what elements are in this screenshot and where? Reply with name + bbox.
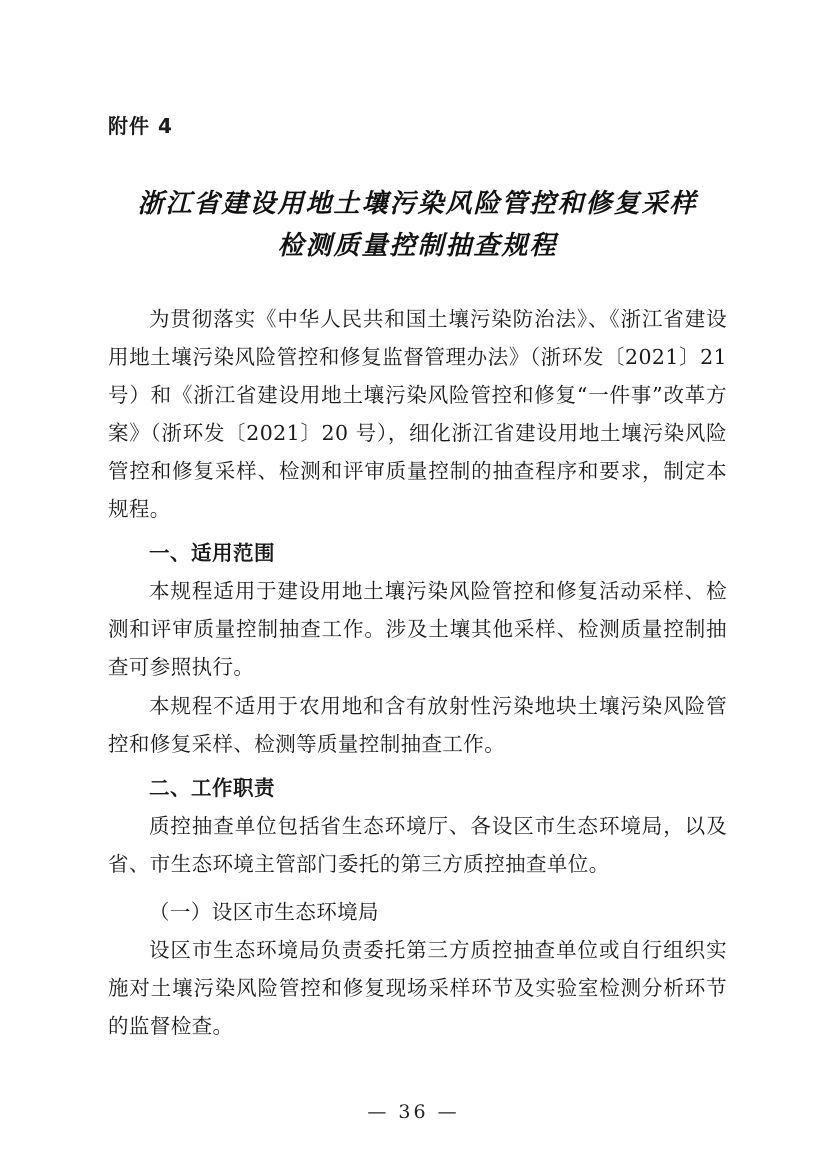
duties-paragraph-1: 质控抽查单位包括省生态环境厅、各设区市生态环境局，以及省、市生态环境主管部门委托的第三方质控抽查单位。 bbox=[108, 814, 727, 877]
document-title-line-2: 检测质量控制抽查规程 bbox=[277, 231, 558, 262]
subsection-heading-municipal-bureau: （一）设区市生态环境局 bbox=[149, 900, 379, 925]
intro-paragraph: 为贯彻落实《中华人民共和国土壤污染防治法》、《浙江省建设用地土壤污染风险管控和修复监督管理办法》（浙环发〔2021〕21 号）和《浙江省建设用地土壤污染风险管控和修复“一件事”改革方案》（浙环发〔2021〕20 号），细化浙江省建设用地土壤污染风险管控和修复采样、检测和评审质量控制的抽查程序和要求，制定本规程。 bbox=[108, 307, 727, 521]
duties-subsection-paragraph-1: 设区市生态环境局负责委托第三方质控抽查单位或自行组织实施对土壤污染风险管控和修复现场采样环节及实验室检测分析环节的监督检查。 bbox=[108, 937, 727, 1038]
section-heading-duties: 二、工作职责 bbox=[149, 776, 275, 801]
page-number: — 36 — bbox=[367, 1101, 460, 1123]
document-title-line-1: 浙江省建设用地土壤污染风险管控和修复采样 bbox=[137, 189, 698, 219]
document-title bbox=[108, 183, 727, 267]
scope-paragraph-2: 本规程不适用于农用地和含有放射性污染地块土壤污染风险管控和修复采样、检测等质量控制抽查工作。 bbox=[108, 694, 727, 757]
scope-paragraph-1: 本规程适用于建设用地土壤污染风险管控和修复活动采样、检测和评审质量控制抽查工作。涉及土壤其他采样、检测质量控制抽查可参照执行。 bbox=[108, 578, 727, 679]
section-heading-scope: 一、适用范围 bbox=[149, 540, 275, 565]
attachment-label: 附件 4 bbox=[108, 114, 173, 138]
